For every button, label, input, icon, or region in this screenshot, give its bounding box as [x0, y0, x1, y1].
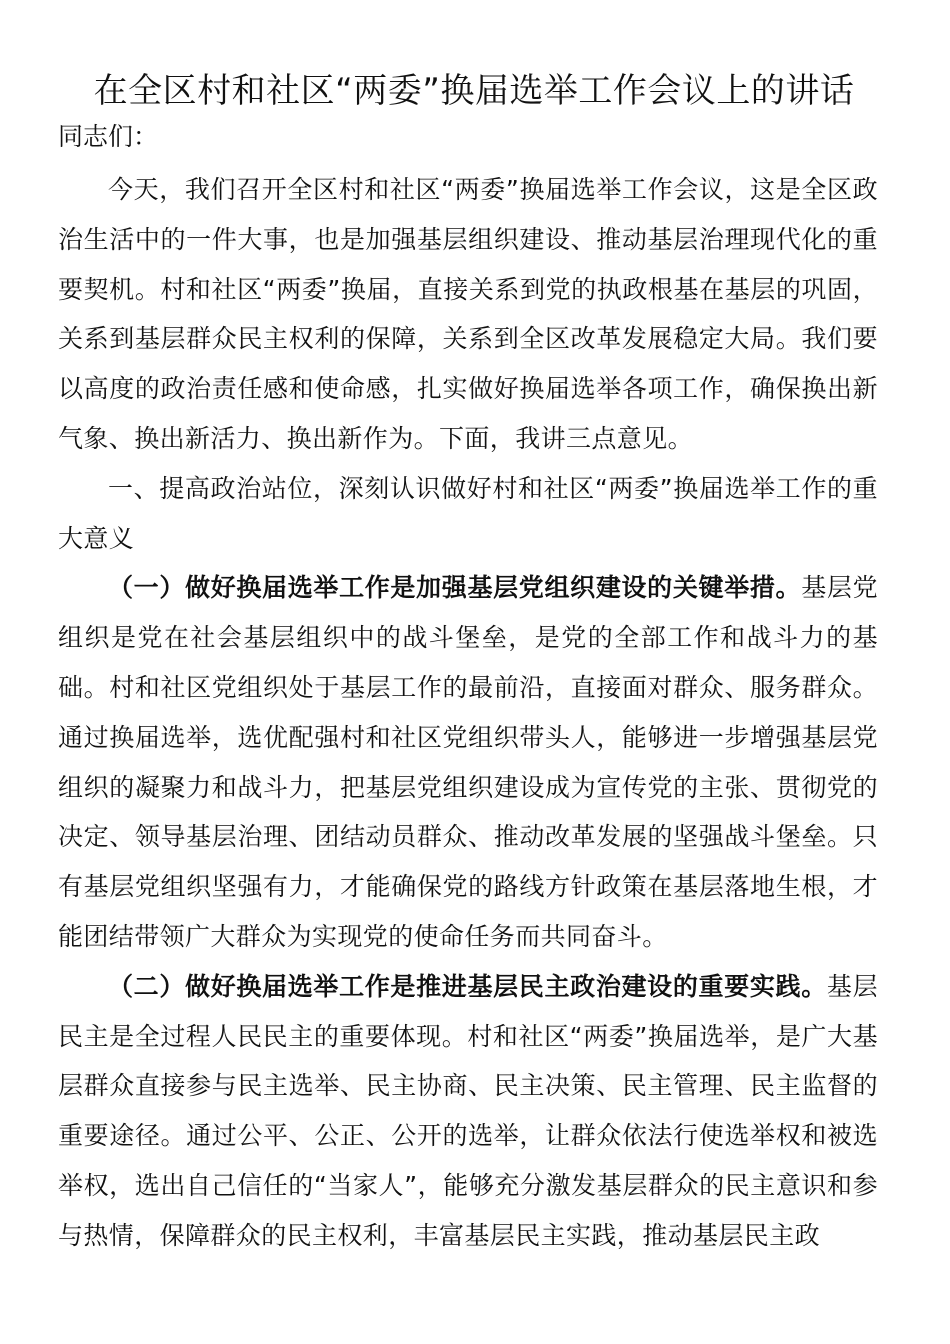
greeting: 同志们： [58, 122, 159, 151]
item-1-title: （一）做好换届选举工作是加强基层党组织建设的关键举措。 [108, 573, 802, 603]
document-page [58, 62, 878, 1261]
section-1-heading: 一、提高政治站位，深刻认识做好村和社区“两委”换届选举工作的重大意义 [58, 473, 878, 553]
item-1-body: 基层党组织是党在社会基层组织中的战斗堡垒，是党的全部工作和战斗力的基础。村和社区党组织处于基层工作的最前沿，直接面对群众、服务群众。通过换届选举，选优配强村和社区党组织带头人，能够进一步增强基层党组织的凝聚力和战斗力，把基层党组织建设成为宣传党的主张、贯彻党的决定、领导基层治理、团结动员群众、推动改革发展的坚强战斗堡垒。只有基层党组织坚强有力，才能确保党的路线方针政策在基层落地生根，才能团结带领广大群众为实现党的使命任务而共同奋斗。 [58, 573, 879, 951]
intro-paragraph: 今天，我们召开全区村和社区“两委”换届选举工作会议，这是全区政治生活中的一件大事，也是加强基层组织建设、推动基层治理现代化的重要契机。村和社区“两委”换届，直接关系到党的执政根基在基层的巩固，关系到基层群众民主权利的保障，关系到全区改革发展稳定大局。我们要以高度的政治责任感和使命感，扎实做好换届选举各项工作，确保换出新气象、换出新活力、换出新作为。下面，我讲三点意见。 [58, 175, 878, 453]
item-1-paragraph [58, 563, 878, 961]
item-2-body: 基层民主是全过程人民民主的重要体现。村和社区“两委”换届选举，是广大基层群众直接参与民主选举、民主协商、民主决策、民主管理、民主监督的重要途径。通过公平、公正、公开的选举，让群众依法行使选举权和被选举权，选出自己信任的“当家人”，能够充分激发基层群众的民主意识和参与热情，保障群众的民主权利，丰富基层民主实践，推动基层民主政 [58, 971, 878, 1250]
item-2-paragraph [58, 962, 878, 1261]
document-title: 在全区村和社区“两委”换届选举工作会议上的讲话 [93, 71, 855, 111]
item-2-title: （二）做好换届选举工作是推进基层民主政治建设的重要实践。 [108, 971, 827, 1001]
